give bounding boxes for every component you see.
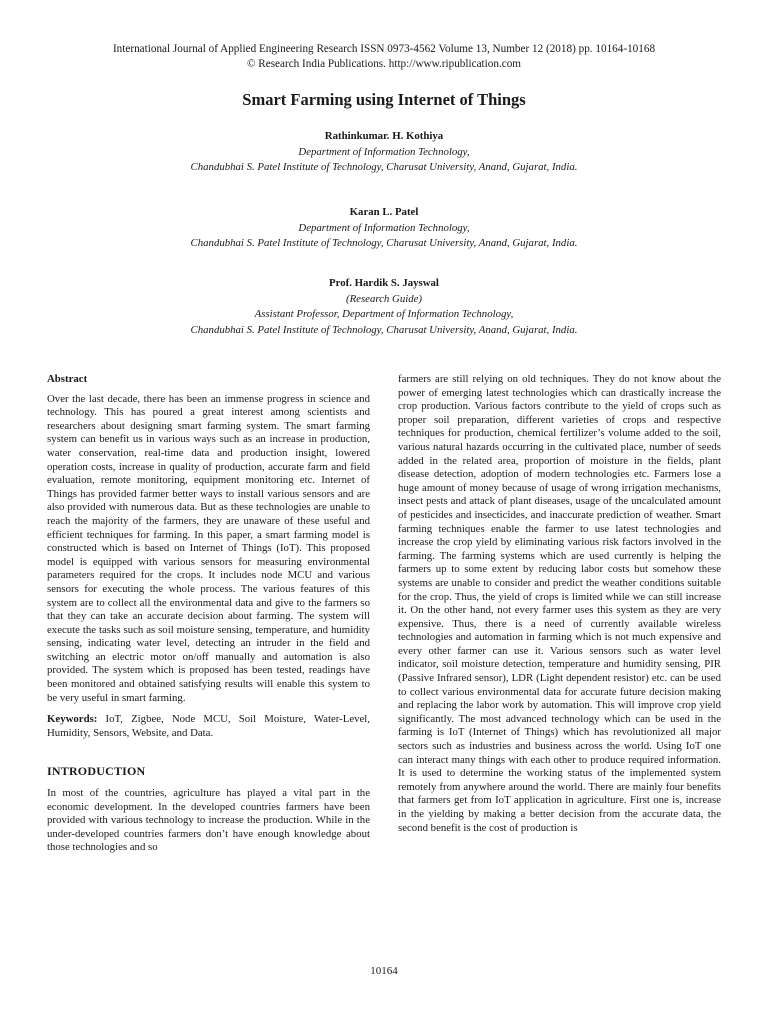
abstract-text: Over the last decade, there has been an immense progress in science and technology. This has poured a great interest among scientists and researchers about designing smart farming system. The smart farming system can benefit us in various ways such as an increase in production, water conservation, real-time data and production insight, lowered operation costs, increase in quality of production, accurate farm and field evaluation, remote monitoring, equipment monitoring etc. Internet of Things has provided farmer better ways to install various sensors and are also provided with numerous data. But as these technologies are unable to reach the majority of the farmers, they are unaware of these useful and efficient techniques for farming. In this paper, a smart farming model is constructed which is based on Internet of Things (IoT). This proposed model is equipped with various sensors for measuring environmental parameters required for the crops. It includes node MCU and various sensors for executing the whole process. The various features of this system are to collect all the environmental data and give to the farmers so that they can take an accurate decision about farming. The system will execute the tasks such as soil moisture sensing, temperature, and humidity sensing, indicating water level, detecting an intruder in the field and switching an electric motor on/off manually and automation is also provided. The system which is proposed has been tested, readings have been monitored and obtained satisfying results will enable this system to be very useful in smart farming. — [47, 392, 370, 704]
author-block-3 — [40, 276, 728, 338]
introduction-text-right: farmers are still relying on old techniques. They do not know about the power of emerging latest technologies which can drastically increase the crop production. Various factors contribute to the yield of crops such as proper soil preparation, different varieties of crops and respective techniques for production, chemical fertilizer’s volume added to the soil, various natural hazards occurring in the cultivated place, number of seeds added in the related area, proportion of moisture in the fields, plant disease detection, adoption of modern technologies etc. Farmers lose a huge amount of money because of usage of wrong irrigation mechanisms, insect pests and attack of plant diseases, usage of the uncalculated amount of pesticides and insecticides, and inaccurate prediction of weather. Smart farming techniques enable the farmer to use latest technologies and increase the crop yield by eliminating various risk factors involved in the farming. The farming systems which are used currently is helping the farmers up to some extent by reducing labor costs but somehow these systems are unable to consider and predict the weather conditions suitable for the crop. Thus, the yield of crops is limited while we can still increase it. On the other hand, not every farmer uses this system as they are very expensive. Thus, there is a need of currently available wireless technologies and automation in farming which is not much expensive and every other farmer can use it. Various sensors such as water level indicator, soil moisture detection, temperature and humidity sensing, PIR (Passive Infrared sensor), LDR (Light dependent resistor) etc. can be used to collect various environmental data for accurate future decision making and replacing the labor work by automation. This will improve crop yield significantly. The most advanced technology which can be used in the farming is IoT (Internet of Things) which has revolutionized all major sectors such as industries and business across the world. Using IoT one can interact many things with each other to produce required information. It is used to determine the working status of the implemented system remotely from anywhere around the world. There are mainly four benefits that farmers get from IoT application in agriculture. First one is, increase in the yielding by making a better decision from the accurate data, the second benefit is the cost of production is — [398, 373, 721, 834]
journal-header — [40, 42, 728, 72]
author-name: Karan L. Patel — [349, 206, 419, 218]
introduction-text-left: In most of the countries, agriculture has played a vital part in the economic development. In the developed countries farmers have been provided with various technology to increase the production. While in the under-developed countries farmers don’t have enough knowledge about those technologies and so — [47, 787, 370, 854]
introduction-heading: INTRODUCTION — [47, 764, 146, 779]
author-role: (Research Guide) — [345, 292, 423, 305]
author-department: Assistant Professor, Department of Information Technology, — [254, 308, 514, 320]
author-institute: Chandubhai S. Patel Institute of Technology, Charusat University, Anand, Gujarat, India. — [190, 161, 578, 173]
author-department: Department of Information Technology, — [298, 221, 470, 234]
paper-title: Smart Farming using Internet of Things — [242, 90, 526, 109]
author-institute: Chandubhai S. Patel Institute of Technology, Charusat University, Anand, Gujarat, India. — [190, 237, 578, 249]
abstract-heading: Abstract — [47, 373, 88, 385]
keywords-label: Keywords: — [47, 713, 98, 726]
keywords-paragraph — [47, 713, 370, 740]
journal-citation: International Journal of Applied Engineering Research ISSN 0973-4562 Volume 13, Number 12 (2018) pp. 10164-10168 — [112, 43, 656, 55]
page-number: 10164 — [370, 965, 398, 977]
keywords-text: IoT, Zigbee, Node MCU, Soil Moisture, Water-Level, Humidity, Sensors, Website, and Data. — [47, 713, 370, 739]
author-name: Rathinkumar. H. Kothiya — [324, 130, 444, 142]
author-department: Department of Information Technology, — [298, 145, 470, 158]
author-block-2 — [40, 205, 728, 252]
right-column — [398, 373, 721, 835]
author-block-1 — [40, 129, 728, 176]
left-column — [47, 373, 370, 855]
author-name: Prof. Hardik S. Jayswal — [329, 277, 439, 289]
author-institute: Chandubhai S. Patel Institute of Technology, Charusat University, Anand, Gujarat, India. — [190, 323, 578, 336]
publisher-line: © Research India Publications. http://www.ripublication.com — [246, 58, 522, 70]
